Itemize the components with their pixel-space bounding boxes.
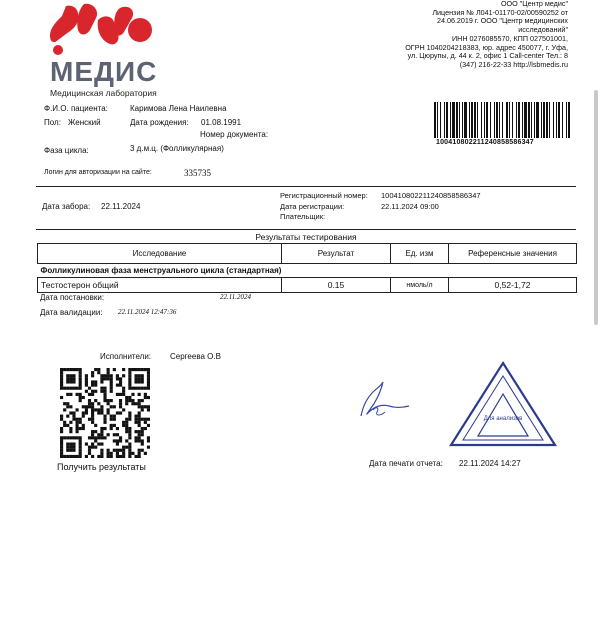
brand-subtitle: Медицинская лаборатория	[50, 88, 157, 98]
patient-fio-label: Ф.И.О. пациента:	[44, 104, 108, 113]
barcode	[434, 102, 570, 138]
print-date-value: 22.11.2024 14:27	[459, 459, 521, 468]
payer-label: Плательщик:	[280, 212, 326, 221]
regdate-label: Дата регистрации:	[280, 202, 345, 211]
org-line: 24.06.2019 г. ООО "Центр медицинских	[436, 16, 568, 26]
org-line: ул. Цюрупы, д. 44 к. 2, офис 1 Call-center Тел.: 8	[407, 51, 568, 61]
regdate-value: 22.11.2024 09:00	[381, 202, 439, 211]
signature	[355, 378, 415, 420]
table-row	[38, 278, 577, 293]
test-ref: 0,52-1,72	[449, 278, 577, 293]
login-value: 335735	[184, 168, 211, 178]
org-line: Лицензия № Л041-01170-02/00590252 от	[432, 7, 568, 17]
patient-sex-value: Женский	[68, 118, 101, 127]
org-line: ИНН 0276085570, КПП 027501001,	[451, 33, 568, 43]
patient-fio-value: Каримова Лена Наилевна	[130, 104, 227, 113]
col-header-result: Результат	[282, 244, 391, 264]
table-group-row	[38, 264, 577, 278]
executors-label: Исполнители:	[100, 352, 152, 361]
regnum-label: Регистрационный номер:	[280, 191, 368, 200]
stamp-text: Для анализов	[483, 416, 523, 422]
brand-name: МЕДИС	[50, 56, 158, 87]
org-line: ООО "Центр медис"	[500, 0, 568, 8]
patient-cycle-value: 3 д.м.ц. (Фолликулярная)	[130, 144, 224, 153]
scrollbar[interactable]	[594, 90, 598, 325]
org-info	[368, 0, 568, 70]
barcode-number: 1004108022112408585863​47	[436, 139, 534, 146]
posted-date-value: 22.11.2024	[220, 293, 251, 301]
executors-value: Сергеева О.В	[170, 352, 221, 361]
patient-birth-value: 01.08.1991	[201, 118, 242, 127]
table-header-row	[38, 244, 577, 264]
divider	[36, 229, 576, 230]
validated-date-value: 22.11.2024 12:47:36	[118, 308, 177, 316]
col-header-test: Исследование	[38, 244, 282, 264]
divider	[36, 186, 576, 187]
patient-birth-label: Дата рождения:	[130, 118, 189, 127]
qr-caption[interactable]: Получить результаты	[57, 462, 146, 472]
group-name: Фолликулиновая фаза менструального цикла (стандартная)	[38, 264, 577, 278]
medis-logo-mark	[44, 0, 164, 60]
col-header-unit: Ед. изм	[391, 244, 449, 264]
org-line: исследований"	[518, 25, 568, 35]
print-date-label: Дата печати отчета:	[369, 459, 443, 468]
patient-cycle-label: Фаза цикла:	[44, 146, 89, 155]
results-table	[37, 243, 577, 293]
org-line: ОГРН 1040204218383, юр. адрес 450077, г. Уфа,	[405, 42, 568, 52]
test-name: Тестостерон общий	[38, 278, 282, 293]
patient-doc-label: Номер документа:	[200, 130, 269, 139]
collect-date-value: 22.11.2024	[101, 202, 141, 211]
validated-date-label: Дата валидации:	[40, 308, 103, 317]
test-result: 0.15	[282, 278, 391, 293]
qr-code[interactable]	[60, 368, 150, 458]
login-label: Логин для авторизации на сайте:	[44, 169, 152, 176]
posted-date-label: Дата постановки:	[40, 293, 105, 302]
collect-date-label: Дата забора:	[42, 202, 91, 211]
regnum-value: 100410802211240858586347	[381, 191, 481, 200]
laboratory-stamp	[448, 360, 558, 448]
patient-sex-label: Пол:	[44, 118, 61, 127]
results-title: Результаты тестирования	[255, 232, 357, 242]
test-unit: нмоль/л	[391, 278, 449, 293]
col-header-ref: Референсные значения	[449, 244, 577, 264]
org-line: (347) 216-22-33 http://lsbmedis.ru	[459, 59, 568, 69]
